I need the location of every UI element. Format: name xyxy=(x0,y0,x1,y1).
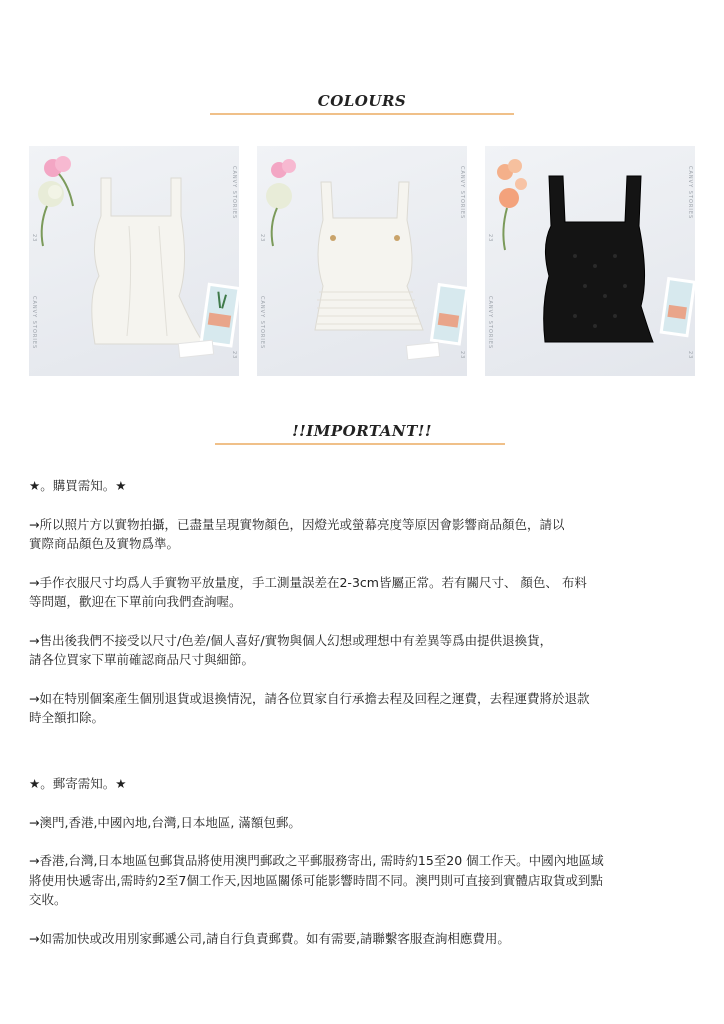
flower-decoration-icon xyxy=(485,146,695,376)
brand-watermark: CANVY STORIES xyxy=(487,296,493,350)
shipping-item: 交收。 xyxy=(29,892,67,907)
colours-heading: COLOURS xyxy=(317,92,407,110)
product-photo-white[interactable] xyxy=(29,146,239,376)
marker-label: 23 xyxy=(459,351,465,360)
marker-label: 23 xyxy=(687,351,693,360)
purchase-item: 時全額扣除。 xyxy=(29,710,105,725)
important-underline xyxy=(215,443,505,445)
purchase-item: 實際商品顏色及實物爲準。 xyxy=(29,536,180,551)
product-photo-white-smocked[interactable] xyxy=(257,146,467,376)
brand-watermark: CANVY STORIES xyxy=(259,296,265,350)
brand-watermark: CANVY STORIES xyxy=(231,166,237,220)
shipping-item: →香港,台灣,日本地區包郵貨品將使用澳門郵政之平郵服務寄出, 需時約15至20 個工作天。中國內地區域 xyxy=(29,853,604,868)
colour-photos xyxy=(29,146,694,376)
marker-label: 23 xyxy=(259,234,265,243)
brand-watermark: CANVY STORIES xyxy=(687,166,693,220)
purchase-item: 請各位買家下單前確認商品尺寸與細節。 xyxy=(29,652,255,667)
flower-decoration-icon xyxy=(29,146,239,376)
flower-decoration-icon xyxy=(257,146,467,376)
purchase-item: 等問題，歡迎在下單前向我們查詢喔。 xyxy=(29,594,242,609)
shipping-item: →如需加快或改用別家郵遞公司,請自行負責郵費。如有需要,請聯繫客服查詢相應費用。 xyxy=(29,930,510,946)
purchase-notes xyxy=(29,476,669,728)
shipping-item: 將使用快遞寄出,需時約2至7個工作天,因地區關係可能影響時間不同。澳門則可直接到實體店取貨或到點 xyxy=(29,872,603,888)
marker-label: 23 xyxy=(31,234,37,243)
product-photo-black[interactable] xyxy=(485,146,695,376)
brand-watermark: CANVY STORIES xyxy=(31,296,37,350)
colours-underline xyxy=(210,113,514,115)
purchase-item: →所以照片方以實物拍攝，已盡量呈現實物顏色，因燈光或螢幕亮度等原因會影響商品顏色，請以 xyxy=(29,516,565,532)
purchase-item: →手作衣服尺寸均爲人手實物平放量度，手工測量誤差在2-3cm皆屬正常。若有關尺寸、 顏色、 布料 xyxy=(29,574,587,590)
marker-label: 23 xyxy=(231,351,237,360)
shipping-title: ★。郵寄需知。★ xyxy=(29,776,127,791)
marker-label: 23 xyxy=(487,234,493,243)
brand-watermark: CANVY STORIES xyxy=(459,166,465,220)
important-heading: !!IMPORTANT!! xyxy=(292,422,432,440)
purchase-title: ★。購買需知。★ xyxy=(29,478,127,493)
purchase-item: →售出後我們不接受以尺寸/色差/個人喜好/實物與個人幻想或理想中有差異等爲由提供退換貨， xyxy=(29,632,553,648)
shipping-item: →澳門,香港,中國內地,台灣,日本地區, 滿額包郵。 xyxy=(29,814,301,830)
purchase-item: →如在特別個案產生個別退貨或退換情況，請各位買家自行承擔去程及回程之運費，去程運費將於退款 xyxy=(29,690,590,706)
shipping-notes xyxy=(29,774,669,948)
